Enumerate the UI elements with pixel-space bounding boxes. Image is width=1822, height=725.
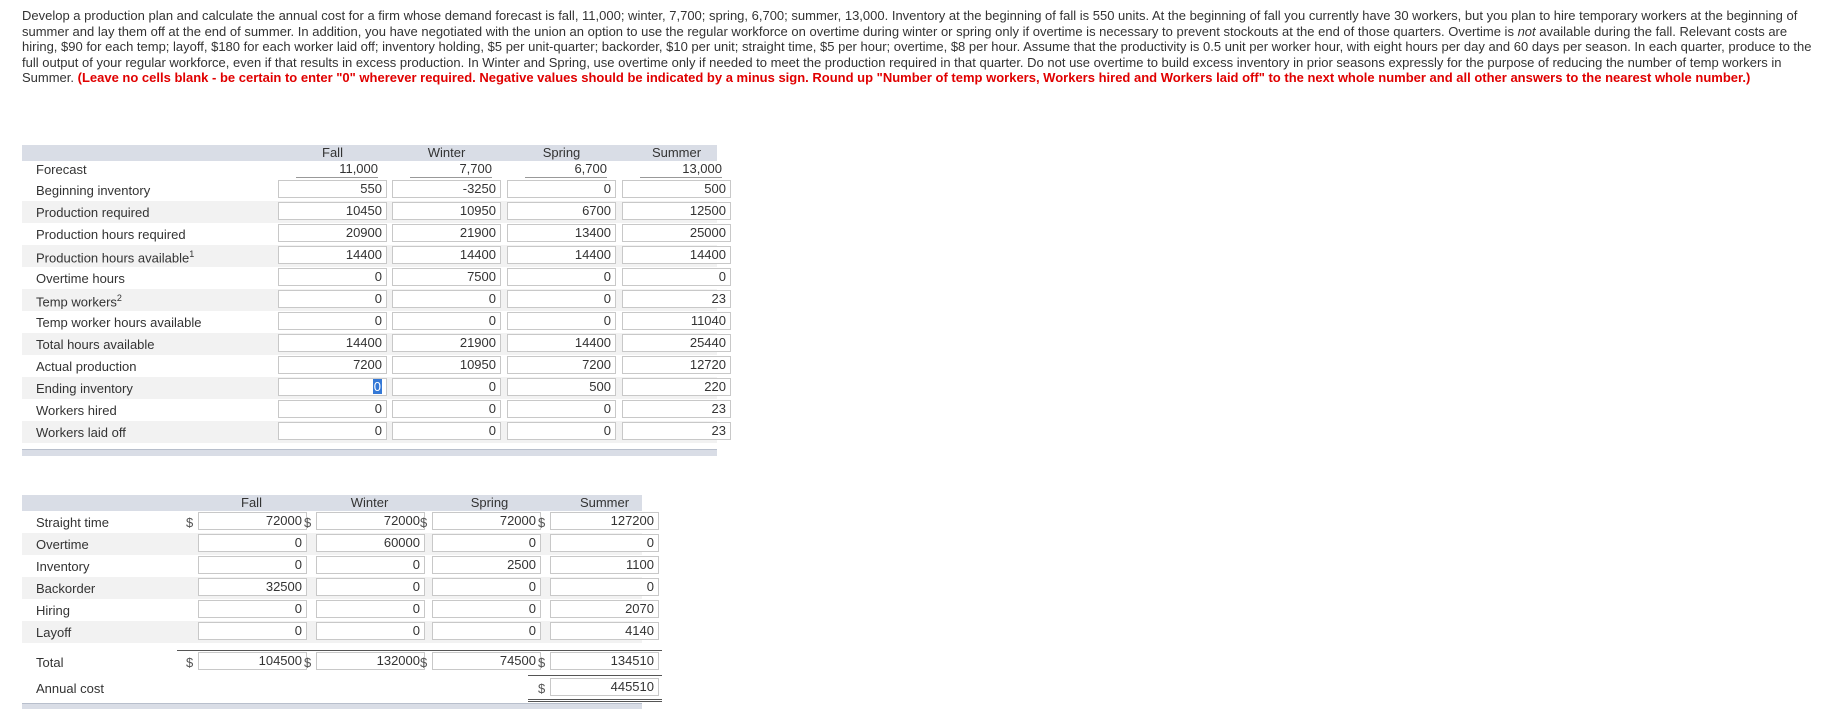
cost-rows [22,511,654,643]
plan-rows [22,179,726,443]
plan-row-label-text: Actual production [36,359,137,374]
cost-input-summer[interactable]: 4140 [550,622,659,640]
footnote-marker: 1 [189,249,195,259]
plan-row-label [36,381,133,396]
cost-row-label: Backorder [36,581,96,596]
plan-input-fall[interactable]: 0 [278,268,387,286]
cost-input-fall[interactable]: 0 [198,622,307,640]
forecast-fall: 11,000 [339,161,378,176]
total-top-rule [177,650,662,651]
cost-input-winter[interactable]: 60000 [316,534,425,552]
plan-row [22,289,726,311]
cost-input-spring[interactable]: 0 [432,600,541,618]
plan-header-summer: Summer [651,145,702,160]
forecast-summer: 13,000 [682,161,722,176]
plan-row-label [36,337,155,352]
plan-input-fall[interactable]: 20900 [278,224,387,242]
plan-header-spring: Spring [542,145,581,160]
cost-row-label: Overtime [36,537,89,552]
cost-input-summer[interactable]: 1100 [550,556,659,574]
total-summer[interactable]: 134510 [550,652,659,670]
problem-text-1: Develop a production plan and calculate the annual cost for a firm whose demand forecast is fall, 11,000; winter, 7,700; spring, 6,700; summer, 13,000. Inventory at the beginning of fall is 550 units. At the beginning of fall you currently have 30 workers, but you plan to hire temporary workers at the beginning of summer and lay them off at the end of summer. In addition, you have negotiated with the union an option to use the regular workforce on overtime during winter or spring only if overtime is necessary to prevent stockouts at the end of those quarters. Overtime is [22,8,1798,39]
plan-input-summer[interactable]: 12720 [622,356,731,374]
problem-text-italic: not [1517,23,1536,39]
cost-input-fall[interactable]: 0 [198,600,307,618]
plan-row [22,355,726,377]
forecast-underline [410,177,492,178]
annual-cost-value[interactable]: 445510 [550,678,659,696]
plan-input-winter[interactable]: 21900 [392,224,501,242]
plan-row [22,267,726,289]
cost-row-label: Layoff [36,625,72,640]
dollar-sign: $ [538,515,546,530]
cost-input-spring[interactable]: 2500 [432,556,541,574]
plan-row [22,311,726,333]
plan-input-winter[interactable]: 10950 [392,356,501,374]
forecast-winter: 7,700 [459,161,492,176]
plan-input-fall[interactable] [278,378,387,396]
cost-row-label: Straight time [36,515,109,530]
plan-row-label [36,227,186,242]
plan-bottom-bar [22,449,717,456]
cost-row [22,511,654,533]
plan-input-summer[interactable]: 500 [622,180,731,198]
plan-input-fall[interactable]: 14400 [278,246,387,264]
cost-row-label: Hiring [36,603,70,618]
plan-input-winter[interactable]: 0 [392,378,501,396]
plan-row-label [36,271,125,286]
plan-row-label-text: Ending inventory [36,381,133,396]
plan-row-label-text: Beginning inventory [36,183,151,198]
cost-header-spring: Spring [470,495,509,510]
total-row [22,651,654,673]
cost-input-spring[interactable]: 0 [432,622,541,640]
total-dollar-winter: $ [304,655,312,670]
cost-row-label: Inventory [36,559,90,574]
total-fall[interactable]: 104500 [198,652,307,670]
plan-input-spring[interactable]: 500 [507,378,616,396]
plan-row-label-text: Production hours available [36,250,190,266]
plan-input-spring[interactable]: 0 [507,290,616,308]
plan-input-spring[interactable]: 0 [507,400,616,418]
plan-row [22,399,726,421]
cost-input-summer[interactable]: 0 [550,534,659,552]
forecast-underline [640,177,722,178]
plan-input-winter[interactable]: 0 [392,312,501,330]
cost-table [22,495,654,709]
total-dollar-spring: $ [420,655,428,670]
plan-row-label [36,249,194,265]
plan-header-fall: Fall [322,145,343,160]
cost-input-spring[interactable]: 0 [432,534,541,552]
cost-header-winter: Winter [350,495,389,510]
cost-input-fall[interactable]: 0 [198,556,307,574]
plan-input-summer[interactable]: 25000 [622,224,731,242]
plan-input-winter[interactable]: 21900 [392,334,501,352]
plan-input-fall[interactable]: 550 [278,180,387,198]
plan-input-fall[interactable]: 7200 [278,356,387,374]
cost-input-summer[interactable]: 2070 [550,600,659,618]
cost-input-winter[interactable]: 0 [316,622,425,640]
cost-row [22,533,654,555]
cost-input-winter[interactable]: 0 [316,578,425,596]
cost-header-summer: Summer [579,495,630,510]
forecast-spring: 6,700 [574,161,607,176]
plan-input-spring[interactable]: 14400 [507,246,616,264]
forecast-row [22,161,722,179]
plan-row-label-text: Temp worker hours available [36,315,202,330]
problem-statement [22,8,1817,86]
forecast-underline [296,177,378,178]
plan-input-winter[interactable]: 0 [392,422,501,440]
plan-input-summer[interactable]: 23 [622,290,731,308]
selected-text: 0 [373,379,381,394]
plan-row-label [36,183,150,198]
plan-input-summer[interactable]: 23 [622,422,731,440]
plan-input-winter[interactable]: 14400 [392,246,501,264]
dollar-sign: $ [186,515,194,530]
plan-input-winter[interactable]: 0 [392,400,501,418]
plan-input-spring[interactable]: 0 [507,422,616,440]
plan-input-spring[interactable]: 0 [507,312,616,330]
annual-double-rule-2 [528,701,662,702]
plan-row [22,179,726,201]
cost-input-fall[interactable]: 32500 [198,578,307,596]
plan-input-summer[interactable]: 25440 [622,334,731,352]
plan-input-spring[interactable]: 7200 [507,356,616,374]
plan-row [22,245,726,267]
plan-row-label-text: Production hours required [36,227,186,242]
cost-input-spring[interactable]: 72000 [432,512,541,530]
total-dollar-summer: $ [538,655,546,670]
problem-text-2: available during the fall. Relevant costs are hiring, $90 for each temp; layoff, $180 for each worker laid off; inventory holding, $5 per unit-quarter; backorder, $10 per unit; straight time, $5 per hour; overtime, $8 per hour. Assume that the productivity is 0.5 unit per worker hour, with eight hours per day and 60 days per season. In each quarter, produce to the full output of your regular workforce, even if that results in excess production. In Winter and Spring, use overtime only if needed to meet the production required in that quarter. Do not use overtime to build excess inventory in prior seasons expressly for the purpose of reducing the number of temp workers in Summer. [22,23,1812,85]
cost-row [22,555,654,577]
plan-input-summer[interactable]: 12500 [622,202,731,220]
total-spring[interactable]: 74500 [432,652,541,670]
plan-input-spring[interactable]: 0 [507,268,616,286]
plan-header-bar [22,145,717,161]
plan-input-winter[interactable]: 7500 [392,268,501,286]
plan-header-winter: Winter [427,145,466,160]
cost-row [22,599,654,621]
plan-input-spring[interactable]: 14400 [507,334,616,352]
annual-cost-row [22,673,654,703]
plan-row-label [36,403,117,418]
annual-double-rule-1 [528,699,662,700]
cost-input-spring[interactable]: 0 [432,578,541,596]
plan-input-winter[interactable]: -3250 [392,180,501,198]
annual-cost-label: Annual cost [36,681,104,696]
cost-input-fall[interactable]: 0 [198,534,307,552]
plan-row-label [36,425,126,440]
plan-row [22,333,726,355]
forecast-label: Forecast [36,162,87,177]
plan-row [22,421,726,443]
plan-input-summer[interactable]: 14400 [622,246,731,264]
plan-row-label-text: Workers laid off [36,425,126,440]
cost-input-summer[interactable]: 0 [550,578,659,596]
cost-input-winter[interactable]: 0 [316,556,425,574]
total-winter[interactable]: 132000 [316,652,425,670]
plan-row [22,377,726,399]
dollar-sign: $ [420,515,428,530]
plan-input-spring[interactable]: 13400 [507,224,616,242]
production-plan-table [22,145,726,456]
plan-row-label-text: Workers hired [36,403,117,418]
cost-input-winter[interactable]: 72000 [316,512,425,530]
plan-row-label [36,205,149,220]
annual-dollar: $ [538,681,546,696]
dollar-sign: $ [304,515,312,530]
plan-row-label-text: Total hours available [36,337,155,352]
plan-input-fall[interactable]: 0 [278,422,387,440]
cost-header-bar [22,495,642,511]
cost-input-summer[interactable]: 127200 [550,512,659,530]
plan-input-summer[interactable]: 0 [622,268,731,286]
cost-bottom-bar [22,703,642,709]
plan-row-label [36,315,201,330]
plan-row [22,201,726,223]
total-dollar-fall: $ [186,655,194,670]
cost-input-winter[interactable]: 0 [316,600,425,618]
plan-row-label-text: Temp workers [36,294,117,310]
plan-row-label-text: Production required [36,205,150,220]
plan-input-spring[interactable]: 0 [507,180,616,198]
plan-input-fall[interactable]: 0 [278,312,387,330]
plan-row-label-text: Overtime hours [36,271,125,286]
plan-input-fall[interactable]: 0 [278,400,387,418]
cost-input-fall[interactable]: 72000 [198,512,307,530]
total-label: Total [36,655,64,670]
plan-input-summer[interactable]: 220 [622,378,731,396]
cost-row [22,621,654,643]
problem-instructions: (Leave no cells blank - be certain to enter "0" wherever required. Negative values should be indicated by a minus sign. Round up "Number of temp workers, Workers hired and Workers laid off" to the next whole number and all other answers to the nearest whole number.) [77,70,1751,85]
plan-input-fall[interactable]: 10450 [278,202,387,220]
plan-row-label [36,359,136,374]
plan-input-summer[interactable]: 23 [622,400,731,418]
forecast-underline [525,177,607,178]
plan-row-label [36,293,122,309]
plan-input-winter[interactable]: 10950 [392,202,501,220]
cost-row [22,577,654,599]
cost-header-fall: Fall [241,495,262,510]
plan-input-fall[interactable]: 14400 [278,334,387,352]
plan-input-winter[interactable]: 0 [392,290,501,308]
plan-row [22,223,726,245]
footnote-marker: 2 [116,293,122,303]
plan-input-summer[interactable]: 11040 [622,312,731,330]
plan-input-spring[interactable]: 6700 [507,202,616,220]
plan-input-fall[interactable]: 0 [278,290,387,308]
